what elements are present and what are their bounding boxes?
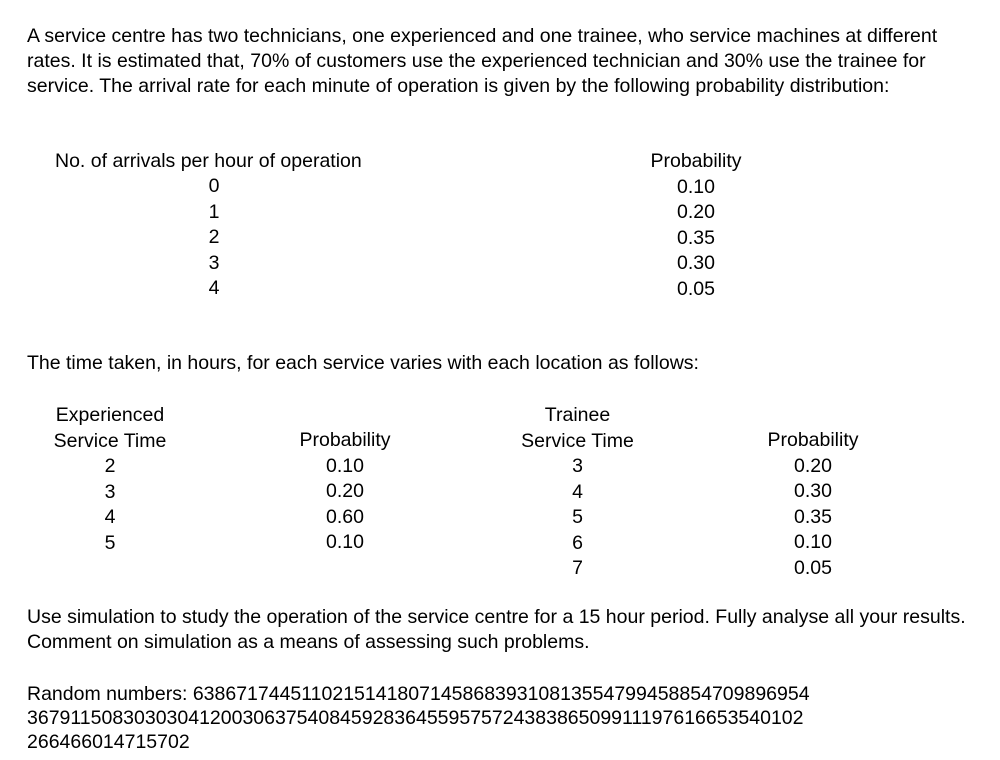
random-numbers-block (27, 682, 977, 754)
trainee-header-line2: Service Time (521, 429, 634, 452)
trainee-header-line1: Trainee (544, 404, 611, 426)
experienced-service-time-column (40, 403, 180, 556)
trainee-service-time-column (505, 403, 650, 582)
arrivals-value: 4 (208, 277, 220, 299)
arrivals-column-header: No. of arrivals per hour of operation (55, 150, 362, 172)
trainee-time: 7 (572, 557, 583, 579)
experienced-probability: 0.10 (326, 454, 364, 477)
trainee-probability-column (752, 428, 874, 581)
arrivals-probability-header: Probability (650, 150, 742, 172)
arrivals-probability: 0.35 (677, 226, 715, 249)
random-numbers-line: 266466014715702 (27, 731, 190, 753)
trainee-probability: 0.35 (794, 505, 832, 528)
trainee-probability: 0.05 (794, 556, 832, 579)
arrivals-probability: 0.20 (677, 201, 715, 223)
arrivals-probability: 0.10 (677, 175, 715, 198)
simulation-instruction: Use simulation to study the operation of the service centre for a 15 hour period. Fully analyse all your results. Comment on simulation as a means of assessing such problems. (27, 606, 966, 653)
trainee-time: 5 (572, 506, 583, 528)
arrivals-probability: 0.05 (677, 277, 715, 300)
trainee-probability: 0.20 (794, 454, 832, 477)
trainee-probability: 0.10 (794, 531, 832, 553)
arrivals-values-column (200, 174, 228, 302)
trainee-time: 4 (572, 480, 583, 503)
arrivals-value: 3 (208, 251, 220, 274)
arrivals-probability: 0.30 (677, 252, 715, 274)
experienced-probability-column (285, 428, 405, 556)
experienced-time: 2 (104, 455, 116, 477)
experienced-time: 3 (104, 480, 116, 503)
trainee-probability: 0.30 (794, 480, 832, 502)
service-time-intro: The time taken, in hours, for each service varies with each location as follows: (27, 352, 699, 374)
random-numbers-line: 367911508303030412003063754084592836455957572438386509911197616653540102 (27, 707, 804, 729)
arrivals-value: 1 (208, 200, 220, 223)
experienced-probability: 0.20 (326, 480, 364, 502)
trainee-time: 3 (572, 455, 583, 477)
random-numbers-line: Random numbers: 638671744511021514180714586839310813554799458854709896954 (27, 683, 810, 705)
experienced-probability: 0.10 (326, 531, 364, 553)
trainee-probability-header: Probability (767, 429, 859, 451)
trainee-time: 6 (572, 531, 583, 554)
experienced-probability-header: Probability (299, 429, 391, 451)
experienced-header-line1: Experienced (55, 404, 165, 426)
arrivals-probability-column (640, 149, 752, 302)
experienced-probability: 0.60 (326, 505, 364, 528)
intro-paragraph: A service centre has two technicians, one experienced and one trainee, who service machines at different rates. It is estimated that, 70% of customers use the experienced technician and 30% use the trainee for service. The arrival rate for each minute of operation is given by the following probability distribution: (27, 25, 938, 97)
arrivals-value: 0 (208, 175, 220, 197)
experienced-time: 5 (104, 531, 116, 554)
experienced-header-line2: Service Time (53, 429, 167, 452)
experienced-time: 4 (104, 506, 116, 528)
arrivals-value: 2 (208, 226, 220, 248)
